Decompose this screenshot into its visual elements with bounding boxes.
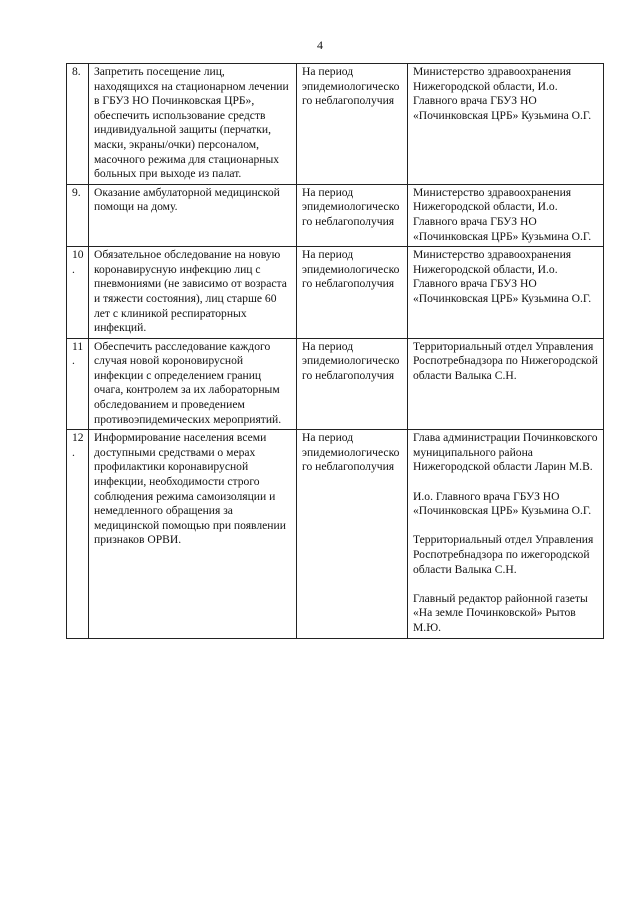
responsible-head-of-administration: Глава администрации Починковского муниципального района Нижегородской области Ларин М.В. (413, 431, 598, 474)
responsible-chief-doctor: И.о. Главного врача ГБУЗ НО «Починковская ЦРБ» Кузьмина О.Г. (413, 489, 592, 518)
measure-text: Запретить посещение лиц, находящихся на стационарном лечении в ГБУЗ НО Починковская ЦРБ», обеспечить использование средств индивидуальной защиты (перчатки, маски, экраны/очки) персоналом, масочного режима для стационарных больных при выходе из палат. (89, 64, 297, 185)
spacer (413, 519, 599, 534)
responsible-rospotrebnadzor: Территориальный отдел Управления Роспотребнадзора по ижегородской области Валыка С.Н. (413, 533, 594, 576)
measure-text: Обеспечить расследование каждого случая новой короновирусной инфекции с определением границ очага, контролем за их лабораторным обследованием и проведением противоэпидемических мероприятий. (89, 338, 297, 430)
measures-table (66, 63, 604, 639)
measure-responsible-list (408, 430, 604, 638)
measure-term: На период эпидемиологическо го неблагополучия (297, 247, 408, 339)
measure-text: Обязательное обследование на новую коронавирусную инфекцию лиц с пневмониями (не зависимо от возраста и тяжести состояния), лиц старше 60 лет с клиникой респираторных инфекций. (89, 247, 297, 339)
spacer (413, 475, 599, 490)
measure-term: На период эпидемиологическо го неблагополучия (297, 430, 408, 638)
page-number: 4 (317, 38, 323, 52)
measure-text: Оказание амбулаторной медицинской помощи на дому. (89, 184, 297, 246)
row-number: 9. (67, 184, 89, 246)
row-number: 11. (67, 338, 89, 430)
measure-term: На период эпидемиологическо го неблагополучия (297, 338, 408, 430)
measure-responsible: Территориальный отдел Управления Роспотребнадзора по Нижегородской области Валыка С.Н. (408, 338, 604, 430)
measure-responsible: Министерство здравоохранения Нижегородской области, И.о. Главного врача ГБУЗ НО «Починковская ЦРБ» Кузьмина О.Г. (408, 184, 604, 246)
row-number: 10. (67, 247, 89, 339)
spacer (413, 577, 599, 592)
measure-text: Информирование населения всеми доступными средствами о мерах профилактики коронавирусной инфекции, необходимости строго соблюдения режима самоизоляции и немедленного обращения за медицинской помощью при появлении признаков ОРВИ. (89, 430, 297, 638)
row-number: 8. (67, 64, 89, 185)
table-row (67, 338, 604, 430)
measure-responsible: Министерство здравоохранения Нижегородской области, И.о. Главного врача ГБУЗ НО «Починковская ЦРБ» Кузьмина О.Г. (408, 247, 604, 339)
measure-term: На период эпидемиологическо го неблагополучия (297, 64, 408, 185)
table-row (67, 430, 604, 638)
responsible-newspaper-editor: Главный редактор районной газеты «На земле Починковской» Рытов М.Ю. (413, 591, 588, 634)
row-number: 12. (67, 430, 89, 638)
measure-term: На период эпидемиологическо го неблагополучия (297, 184, 408, 246)
table-row (67, 247, 604, 339)
table-row (67, 184, 604, 246)
table-row (67, 64, 604, 185)
measure-responsible: Министерство здравоохранения Нижегородской области, И.о. Главного врача ГБУЗ НО «Починковская ЦРБ» Кузьмина О.Г. (408, 64, 604, 185)
